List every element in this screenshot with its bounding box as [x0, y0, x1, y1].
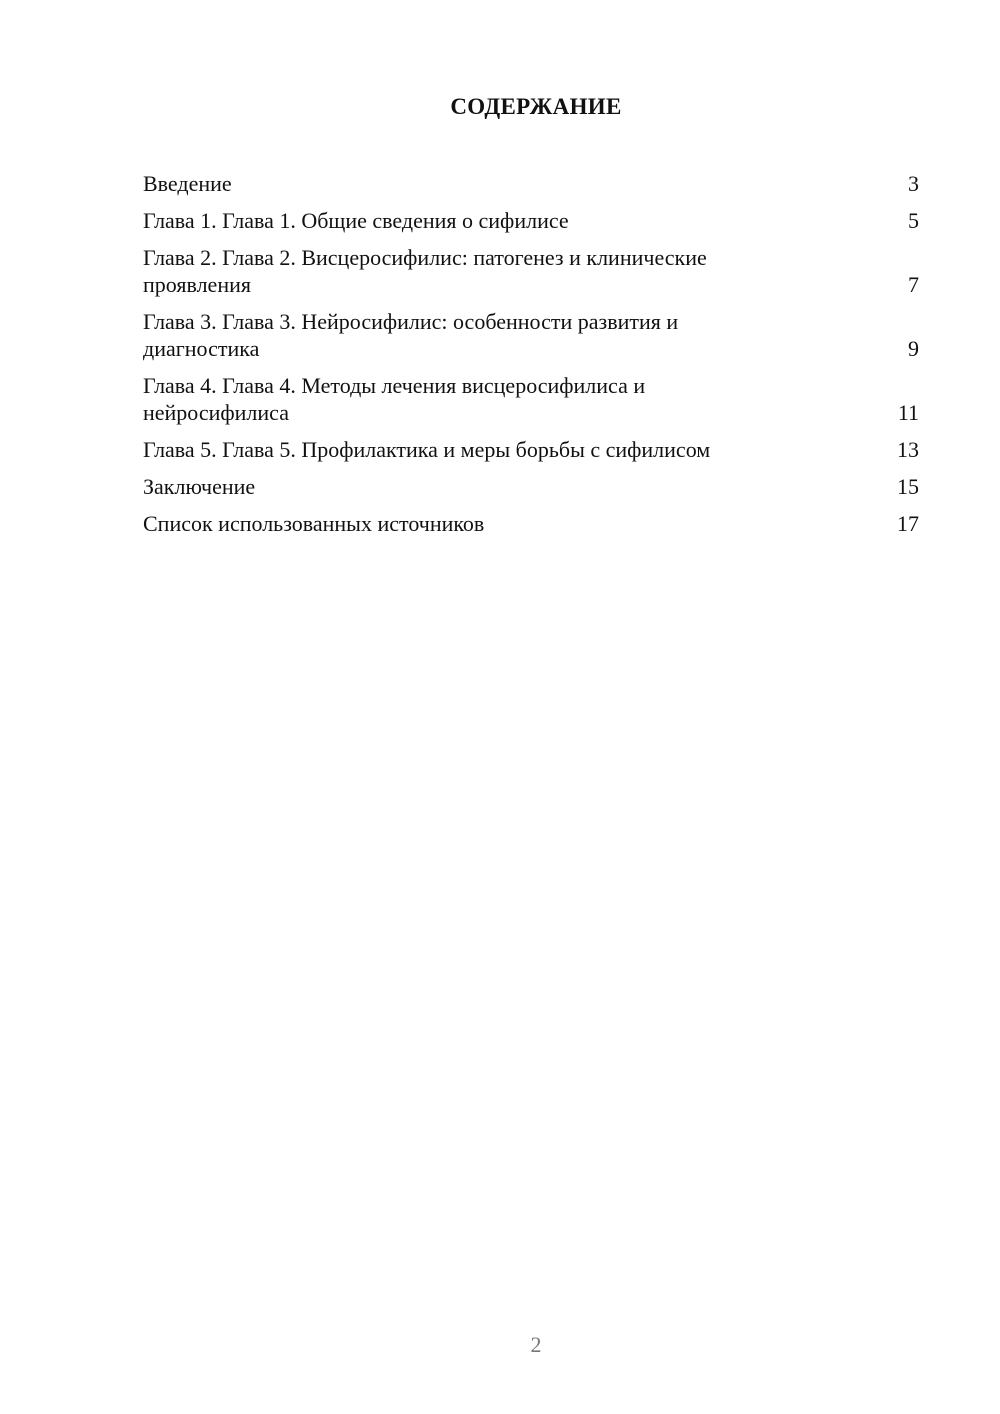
toc-entry-title: Глава 4. Глава 4. Методы лечения висцеросифилиса и нейросифилиса: [143, 373, 646, 425]
toc-entry: [143, 372, 919, 426]
toc-entry-page: 7: [908, 272, 919, 297]
toc-entry-page: 9: [908, 336, 919, 361]
toc-entry-title: Глава 5. Глава 5. Профилактика и меры борьбы с сифилисом: [143, 437, 711, 462]
toc-entry-title: Глава 3. Глава 3. Нейросифилис: особенности развития и диагностика: [143, 309, 679, 361]
toc-entry: [143, 510, 919, 537]
toc-entry-page: 5: [908, 208, 919, 233]
toc-entry-title: Глава 1. Глава 1. Общие сведения о сифилисе: [143, 208, 569, 233]
page-number: 2: [530, 1332, 542, 1357]
toc-entry-title: Введение: [143, 171, 232, 196]
toc-entry: [143, 207, 919, 234]
toc-entry-page: 15: [897, 474, 919, 499]
toc-entry-page: 17: [897, 511, 919, 536]
toc-entry-page: 11: [897, 400, 919, 425]
toc-entry-title: Глава 2. Глава 2. Висцеросифилис: патогенез и клинические проявления: [143, 245, 707, 297]
toc-entry-page: 13: [897, 437, 919, 462]
toc-entry: [143, 308, 919, 362]
toc-entry-page: 3: [908, 171, 919, 196]
table-of-contents: [143, 170, 919, 547]
page-title: СОДЕРЖАНИЕ: [450, 94, 622, 119]
toc-entry: [143, 170, 919, 197]
toc-entry-title: Заключение: [143, 474, 256, 499]
toc-entry: [143, 473, 919, 500]
toc-entry-title: Список использованных источников: [143, 511, 485, 536]
toc-entry: [143, 436, 919, 463]
toc-entry: [143, 244, 919, 298]
